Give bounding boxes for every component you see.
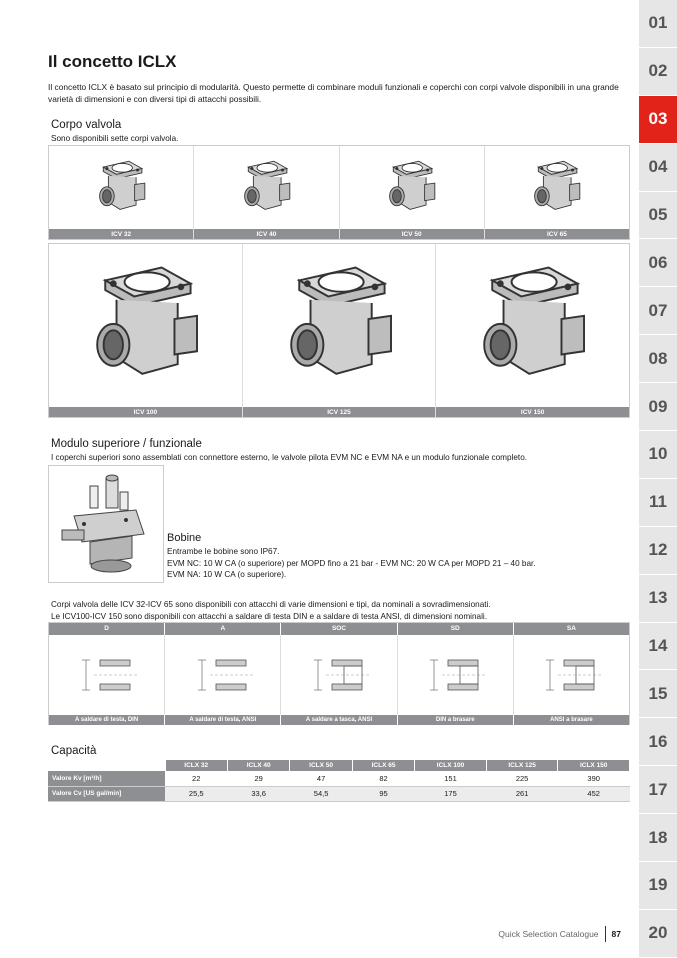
capacity-row-label: Valore Kv [m³/h] xyxy=(48,771,165,786)
pipe-section-drawing xyxy=(420,650,490,700)
capacity-cell: 225 xyxy=(486,771,558,786)
blank-header xyxy=(48,760,165,771)
pipe-section-drawing xyxy=(304,650,374,700)
connection-code: SOC xyxy=(281,623,397,635)
catalogue-name: Quick Selection Catalogue xyxy=(498,929,599,939)
chapter-tab-14[interactable]: 14 xyxy=(639,623,677,671)
chapter-tab-16[interactable]: 16 xyxy=(639,718,677,766)
footer xyxy=(498,926,621,942)
connection-code: A xyxy=(165,623,281,635)
connection-code: D xyxy=(49,623,165,635)
chapter-tabs xyxy=(639,0,677,958)
valve-grid-large xyxy=(48,243,630,418)
valve-label: ICV 125 xyxy=(243,407,436,417)
connection-label: A saldare di testa, DIN xyxy=(49,715,165,725)
chapter-tab-04[interactable]: 04 xyxy=(639,144,677,192)
capacity-column-header: ICLX 150 xyxy=(558,760,630,771)
valve-grid-small xyxy=(48,145,630,240)
valve-cell xyxy=(243,244,437,417)
bobine-line: EVM NA: 10 W CA (o superiore). xyxy=(167,570,287,579)
valve-label: ICV 100 xyxy=(49,407,242,417)
valve-label: ICV 65 xyxy=(485,229,629,239)
capacity-cell: 261 xyxy=(486,786,558,801)
valve-body-illustration xyxy=(452,245,613,406)
corpo-subtitle: Sono disponibili sette corpi valvola. xyxy=(51,134,179,143)
capacity-cell: 33,6 xyxy=(227,786,289,801)
valve-image xyxy=(243,244,436,407)
valve-image xyxy=(436,244,629,407)
connection-drawing xyxy=(49,635,165,715)
connections-line: Le ICV100-ICV 150 sono disponibili con attacchi a saldare di testa DIN e a saldare di testa ANSI, di dimensioni nominali. xyxy=(51,611,487,621)
valve-image xyxy=(49,244,242,407)
chapter-tab-11[interactable]: 11 xyxy=(639,479,677,527)
modulo-heading: Modulo superiore / funzionale xyxy=(51,438,202,450)
chapter-tab-10[interactable]: 10 xyxy=(639,431,677,479)
chapter-tab-08[interactable]: 08 xyxy=(639,335,677,383)
capacity-column-header: ICLX 50 xyxy=(290,760,352,771)
pipe-section-drawing xyxy=(536,650,606,700)
chapter-tab-18[interactable]: 18 xyxy=(639,814,677,862)
capacity-cell: 54,5 xyxy=(290,786,352,801)
valve-label: ICV 32 xyxy=(49,229,193,239)
modulo-subtitle: I coperchi superiori sono assemblati con connettore esterno, le valvole pilota EVM NC e EVM NA e un modulo funzionale completo. xyxy=(51,453,528,462)
capacity-column-header: ICLX 125 xyxy=(486,760,558,771)
capacity-cell: 82 xyxy=(352,771,414,786)
valve-body-illustration xyxy=(81,147,162,228)
chapter-tab-03[interactable]: 03 xyxy=(639,96,677,144)
valve-image xyxy=(340,146,484,229)
capacity-row-label: Valore Cv [US gal/min] xyxy=(48,786,165,801)
corpo-heading: Corpo valvola xyxy=(51,119,122,131)
connection-drawing xyxy=(398,635,514,715)
capacity-cell: 390 xyxy=(558,771,630,786)
valve-cell xyxy=(436,244,629,417)
capacity-cell: 175 xyxy=(415,786,487,801)
capacity-column-header: ICLX 40 xyxy=(227,760,289,771)
valve-image xyxy=(194,146,338,229)
capacity-heading: Capacità xyxy=(51,745,97,757)
capacity-cell: 95 xyxy=(352,786,414,801)
valve-body-illustration xyxy=(259,245,420,406)
valve-image xyxy=(485,146,629,229)
connections-line: Corpi valvola delle ICV 32-ICV 65 sono disponibili con attacchi di varie dimensioni e tipi, da nominali a sovradimensionati. xyxy=(51,600,491,609)
capacity-cell: 151 xyxy=(415,771,487,786)
connection-label: A saldare di testa, ANSI xyxy=(165,715,281,725)
capacity-cell: 452 xyxy=(558,786,630,801)
valve-label: ICV 40 xyxy=(194,229,338,239)
connection-code: SD xyxy=(398,623,514,635)
valve-body-illustration xyxy=(516,147,597,228)
chapter-tab-05[interactable]: 05 xyxy=(639,192,677,240)
capacity-column-header: ICLX 32 xyxy=(165,760,227,771)
chapter-tab-12[interactable]: 12 xyxy=(639,527,677,575)
chapter-tab-15[interactable]: 15 xyxy=(639,670,677,718)
module-image xyxy=(48,465,164,583)
capacity-header-row xyxy=(48,760,630,771)
bobine-text xyxy=(167,546,536,581)
capacity-cell: 25,5 xyxy=(165,786,227,801)
page-title: Il concetto ICLX xyxy=(48,52,177,71)
valve-body-illustration xyxy=(371,147,452,228)
capacity-cell: 22 xyxy=(165,771,227,786)
valve-cell xyxy=(340,146,485,239)
valve-label: ICV 150 xyxy=(436,407,629,417)
capacity-table xyxy=(48,760,630,802)
valve-cell xyxy=(49,244,243,417)
valve-cell xyxy=(194,146,339,239)
page-number: 87 xyxy=(611,929,621,939)
connections-table xyxy=(48,622,630,725)
connections-drawings xyxy=(49,635,629,715)
valve-body-illustration xyxy=(226,147,307,228)
capacity-cell: 47 xyxy=(290,771,352,786)
chapter-tab-19[interactable]: 19 xyxy=(639,862,677,910)
valve-cell xyxy=(49,146,194,239)
chapter-tab-09[interactable]: 09 xyxy=(639,383,677,431)
chapter-tab-20[interactable]: 20 xyxy=(639,910,677,958)
intro-text: Il concetto ICLX è basato sul principio di modularità. Questo permette di combinare moduli funzionali e coperchi con corpi valvole disponibili in una grande varietà di dimensioni e con diversi tipi di attacchi possibili. xyxy=(48,82,619,104)
chapter-tab-02[interactable]: 02 xyxy=(639,48,677,96)
chapter-tab-06[interactable]: 06 xyxy=(639,239,677,287)
function-module-illustration xyxy=(56,468,156,580)
valve-body-illustration xyxy=(65,245,226,406)
capacity-row xyxy=(48,771,630,786)
pipe-section-drawing xyxy=(188,650,258,700)
connections-codes xyxy=(49,623,629,635)
connection-label: ANSI a brasare xyxy=(550,717,593,723)
valve-cell xyxy=(485,146,629,239)
pipe-section-drawing xyxy=(72,650,142,700)
connections-labels xyxy=(49,715,629,725)
connection-label: DIN a brasare xyxy=(398,715,514,725)
capacity-column-header: ICLX 100 xyxy=(415,760,487,771)
chapter-tab-17[interactable]: 17 xyxy=(639,766,677,814)
connection-drawing xyxy=(281,635,397,715)
valve-image xyxy=(49,146,193,229)
chapter-tab-13[interactable]: 13 xyxy=(639,575,677,623)
chapter-tab-07[interactable]: 07 xyxy=(639,287,677,335)
connection-drawing xyxy=(514,635,629,715)
bobine-line: Entrambe le bobine sono IP67. xyxy=(167,547,280,556)
capacity-cell: 29 xyxy=(227,771,289,786)
capacity-row xyxy=(48,786,630,801)
chapter-tab-01[interactable]: 01 xyxy=(639,0,677,48)
connection-drawing xyxy=(165,635,281,715)
bobine-title: Bobine xyxy=(167,532,202,544)
connection-code: SA xyxy=(566,625,576,632)
connection-label: A saldare a tasca, ANSI xyxy=(281,715,397,725)
bobine-line: EVM NC: 10 W CA (o superiore) per MOPD fino a 21 bar - EVM NC: 20 W CA per MOPD 21 – 40 bar. xyxy=(167,558,536,568)
valve-label: ICV 50 xyxy=(340,229,484,239)
connections-text xyxy=(51,599,491,622)
capacity-column-header: ICLX 65 xyxy=(352,760,414,771)
